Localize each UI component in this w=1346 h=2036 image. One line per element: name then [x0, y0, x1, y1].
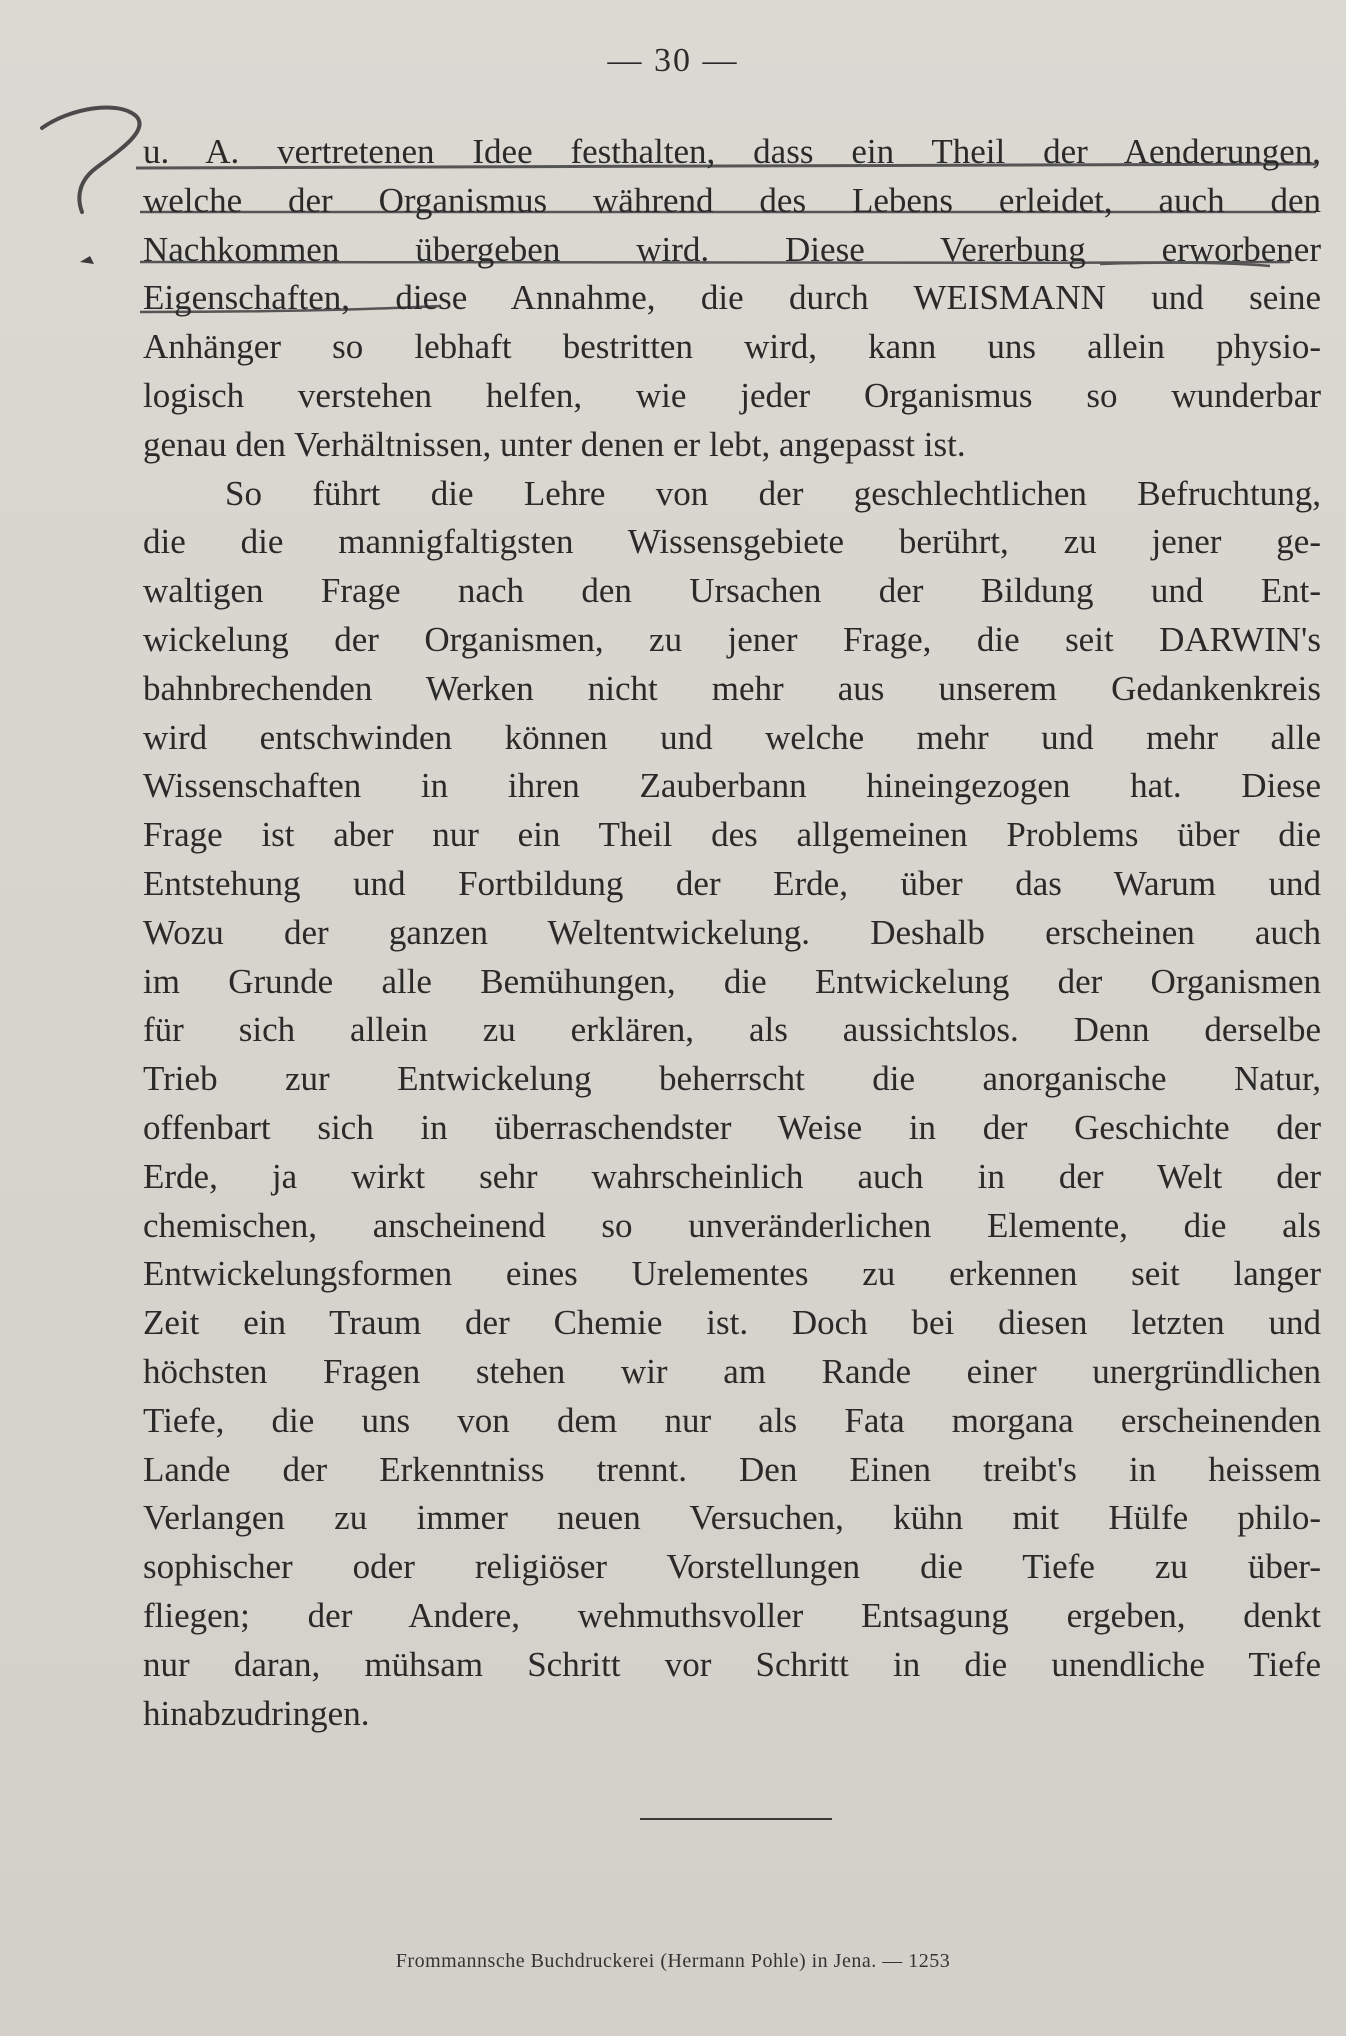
text-line: Anhänger so lebhaft bestritten wird, kann uns allein physio- — [143, 327, 1321, 367]
text-line: wickelung der Organismen, zu jener Frage, die seit DARWIN's — [143, 619, 1321, 659]
text-line: bahnbrechenden Werken nicht mehr aus unserem Gedankenkreis — [143, 668, 1321, 708]
text-line: Lande der Erkenntniss trennt. Den Einen treibt's in heissem — [143, 1449, 1321, 1489]
text-line: Frage ist aber nur ein Theil des allgemeinen Problems über die — [143, 815, 1321, 855]
text-line: Zeit ein Traum der Chemie ist. Doch bei diesen letzten und — [143, 1303, 1321, 1343]
text-line: u. A. vertretenen Idee festhalten, dass ein Theil der Aenderungen, — [143, 132, 1321, 171]
text-line: Nachkommen übergeben wird. Diese Vererbung erworbener — [143, 229, 1321, 269]
text-line: Wozu der ganzen Weltentwickelung. Deshalb erscheinen auch — [143, 912, 1321, 952]
text-line: Entwickelungsformen eines Urelementes zu erkennen seit langer — [143, 1254, 1321, 1294]
text-line: waltigen Frage nach den Ursachen der Bildung und Ent- — [143, 571, 1321, 611]
text-line: So führt die Lehre von der geschlechtlichen Befruchtung, — [225, 473, 1321, 513]
text-line: hinabzudringen. — [143, 1693, 370, 1733]
body-text — [143, 128, 1321, 1738]
text-line: Wissenschaften in ihren Zauberbann hineingezogen hat. Diese — [143, 766, 1321, 806]
text-line: Eigenschaften, diese Annahme, die durch WEISMANN und seine — [143, 278, 1321, 318]
page-number: — 30 — — [607, 42, 739, 79]
text-line: Tiefe, die uns von dem nur als Fata morgana erscheinenden — [143, 1400, 1321, 1440]
text-line: die die mannigfaltigsten Wissensgebiete berührt, zu jener ge- — [143, 522, 1321, 562]
text-line: Trieb zur Entwickelung beherrscht die anorganische Natur, — [143, 1059, 1321, 1099]
text-line: sophischer oder religiöser Vorstellungen die Tiefe zu über- — [143, 1547, 1321, 1587]
text-line: für sich allein zu erklären, als aussichtslos. Denn derselbe — [143, 1010, 1321, 1050]
text-line: chemischen, anscheinend so unveränderlichen Elemente, die als — [143, 1205, 1321, 1245]
text-line: logisch verstehen helfen, wie jeder Organismus so wunderbar — [143, 375, 1321, 415]
text-line: im Grunde alle Bemühungen, die Entwickelung der Organismen — [143, 961, 1321, 1001]
text-line: Erde, ja wirkt sehr wahrscheinlich auch in der Welt der — [143, 1156, 1321, 1196]
printer-imprint: Frommannsche Buchdruckerei (Hermann Pohle) in Jena. — 1253 — [395, 1950, 951, 1972]
text-line: nur daran, mühsam Schritt vor Schritt in die unendliche Tiefe — [143, 1644, 1321, 1684]
text-line: höchsten Fragen stehen wir am Rande einer unergründlichen — [143, 1351, 1321, 1391]
text-line: fliegen; der Andere, wehmuthsvoller Entsagung ergeben, denkt — [143, 1595, 1321, 1635]
text-line: offenbart sich in überraschendster Weise in der Geschichte der — [143, 1107, 1321, 1147]
text-line: Entstehung und Fortbildung der Erde, über das Warum und — [143, 863, 1321, 903]
closing-rule — [640, 1818, 832, 1820]
text-line: wird entschwinden können und welche mehr und mehr alle — [143, 717, 1321, 757]
text-line: Verlangen zu immer neuen Versuchen, kühn mit Hülfe philo- — [143, 1498, 1321, 1538]
text-line: genau den Verhältnissen, unter denen er lebt, angepasst ist. — [143, 424, 966, 464]
text-line: welche der Organismus während des Lebens erleidet, auch den — [143, 180, 1321, 220]
